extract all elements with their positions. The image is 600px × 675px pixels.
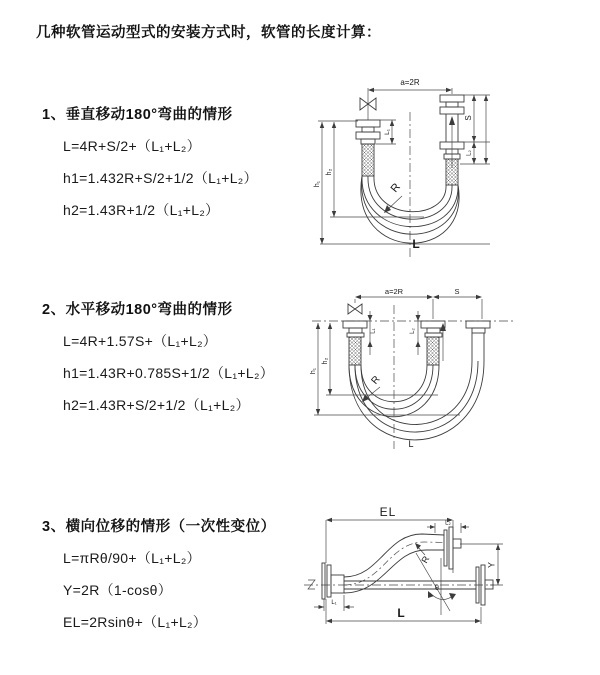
dim-label-l2: L₂ (410, 328, 416, 334)
formula-el: EL=2Rsinθ+（L₁+L₂） (63, 614, 208, 630)
dim-label-l2: L₂ (466, 150, 473, 156)
section-horizontal-movement (42, 301, 274, 428)
dim-label-l1: L₁ (370, 328, 377, 334)
dim-label-s: S (464, 115, 473, 121)
radius-callout (384, 181, 403, 213)
dim-label-h1: h₁ (310, 367, 317, 375)
formula-length: L=πRθ/90+（L₁+L₂） (63, 550, 201, 566)
length-dimension (326, 599, 481, 624)
section-vertical-movement (42, 106, 258, 233)
centerlines (312, 299, 515, 449)
dim-label-a2r: a=2R (384, 287, 404, 296)
diagram-lateral-displacement (298, 503, 600, 635)
dim-label-radius: R (388, 181, 403, 195)
dim-label-l1: L₁ (331, 600, 337, 606)
formula-length: L=4R+1.57S+（L₁+L₂） (63, 333, 218, 349)
l2-dimension (427, 521, 469, 534)
right-pipe-moved (466, 321, 490, 361)
el-dimension (326, 505, 453, 522)
dim-label-length: L (408, 439, 414, 449)
dim-label-el: EL (379, 505, 397, 519)
section-1-heading: 1、垂直移动180°弯曲的情形 (42, 107, 233, 123)
dim-label-l2: L₂ (445, 520, 451, 527)
left-flange (322, 563, 344, 599)
radius-callout (362, 374, 383, 402)
formula-h2: h2=1.43R+S/2+1/2（L₁+L₂） (63, 397, 250, 413)
formula-length: L=4R+S/2+（L₁+L₂） (63, 138, 201, 154)
page-title: 几种软管运动型式的安装方式时，软管的长度计算： (36, 25, 381, 41)
dim-label-radius: R (369, 374, 383, 387)
formula-h1: h1=1.432R+S/2+1/2（L₁+L₂） (63, 170, 258, 186)
displaced-flange (444, 527, 461, 569)
radius-callout (415, 543, 432, 565)
dimension-a-2r (368, 78, 452, 92)
break-mark (308, 580, 315, 589)
dim-label-l1: L₁ (384, 129, 391, 135)
length-dimension (320, 237, 490, 251)
fitting-dimension-l2 (410, 311, 421, 355)
l1-dimension (314, 595, 354, 611)
length-dimension (408, 439, 413, 449)
y-dimension (460, 544, 503, 585)
hose-bend-curves (349, 361, 484, 440)
right-pipe (440, 95, 464, 185)
s-curve-hose (344, 534, 444, 593)
diagram-horizontal-180-bend (310, 283, 572, 458)
fitting-dimension-l1 (368, 311, 377, 355)
top-dimensions (355, 287, 482, 299)
left-pipe (356, 120, 380, 176)
section-lateral-displacement (42, 518, 276, 645)
section-3-heading: 3、横向位移的情形（一次性变位） (42, 519, 276, 535)
formula-h1: h1=1.43R+0.785S+1/2（L₁+L₂） (63, 365, 274, 381)
stroke-dimension-s (460, 95, 490, 164)
dim-label-h1: h₁ (314, 180, 321, 188)
formula-y: Y=2R（1-cosθ） (63, 582, 173, 598)
dim-label-h2: h₂ (322, 357, 329, 365)
middle-pipe (421, 321, 446, 365)
dim-label-h2: h₂ (326, 168, 333, 176)
diagram-vertical-180-bend (312, 72, 590, 264)
dim-label-length: L (412, 237, 420, 251)
formula-h2: h2=1.43R+1/2（L₁+L₂） (63, 202, 220, 218)
dim-label-radius: R (419, 554, 432, 565)
dim-label-length: L (397, 606, 405, 620)
dim-label-s: S (454, 287, 460, 296)
dim-label-theta: θ (435, 585, 439, 592)
dim-label-a2r: a=2R (400, 78, 420, 87)
dim-label-y: Y (486, 561, 497, 569)
section-2-heading: 2、水平移动180°弯曲的情形 (42, 302, 233, 318)
left-pipe (343, 321, 367, 365)
valve-icon (348, 304, 362, 314)
